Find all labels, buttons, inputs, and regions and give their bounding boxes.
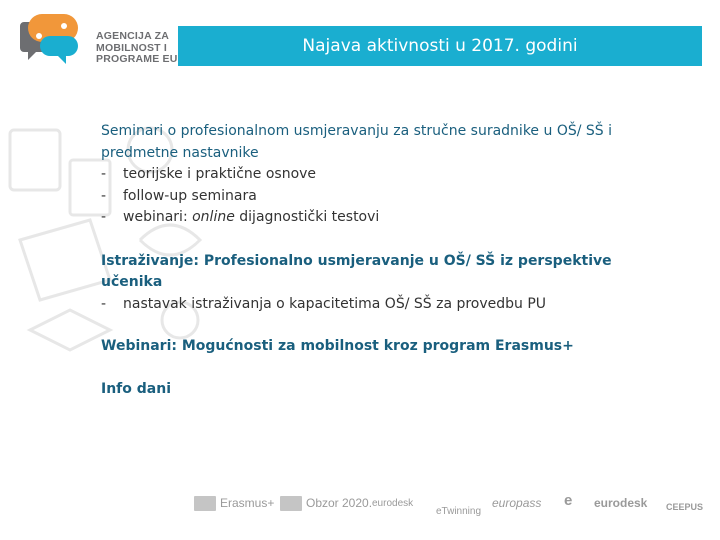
eurodesk-logo: eurodesk <box>594 496 648 510</box>
title-bar <box>178 26 702 66</box>
eu-flag-icon <box>280 496 302 511</box>
logo-line-1: AGENCIJA ZA <box>96 30 169 42</box>
europass-logo: europass <box>492 496 542 510</box>
agency-logo <box>20 14 180 70</box>
erasmus-logo: Erasmus+ <box>220 496 275 510</box>
section1-bullet-1: - teorijske i praktične osnove <box>101 166 317 182</box>
eu-flag-icon <box>194 496 216 511</box>
footer-logos <box>192 490 706 522</box>
obzor-logo: Obzor 2020. <box>306 496 373 510</box>
section4-heading: Info dani <box>101 380 171 397</box>
page-title: Najava aktivnosti u 2017. godini <box>302 36 578 56</box>
section1-heading-line2: predmetne nastavnike <box>101 144 259 161</box>
section2-heading: Istraživanje: Profesionalno usmjeravanje u OŠ/ SŠ iz perspektive učenika <box>101 252 612 290</box>
logo-line-3: PROGRAME EU <box>96 53 178 65</box>
agency-logo-text <box>96 31 178 66</box>
agency-logo-icon <box>20 14 80 70</box>
section2-bullet-1: - nastavak istraživanja o kapacitetima OŠ/ SŠ za provedbu PU <box>101 295 547 312</box>
section1-bullet-3: - webinari: online dijagnostički testovi <box>101 209 380 225</box>
slide-content <box>101 121 671 400</box>
e-logo-icon: e <box>564 492 573 509</box>
etwinning-logo: eTwinning <box>436 506 482 517</box>
section3-heading: Webinari: Mogućnosti za mobilnost kroz program Erasmus+ <box>101 338 574 354</box>
ceepus-logo: CEEPUS <box>666 502 704 512</box>
logo-line-2: MOBILNOST I <box>96 41 168 54</box>
section1-bullet-2: - follow-up seminara <box>101 187 257 204</box>
section1-heading-line1: Seminari o profesionalnom usmjeravanju za stručne suradnike u OŠ/ SŠ i <box>101 123 612 139</box>
euraxess-logo: eurodesk <box>372 498 414 509</box>
